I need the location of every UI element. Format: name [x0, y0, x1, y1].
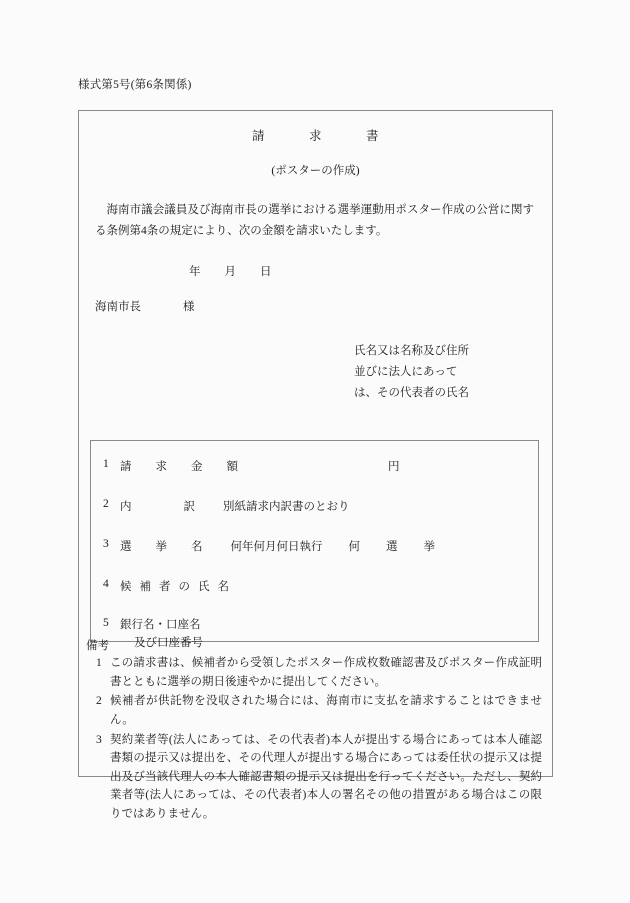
value-part: 選	[386, 541, 398, 553]
signature-line-3: は、その代表者の氏名	[354, 387, 469, 400]
item-label	[120, 498, 195, 514]
item-number: 1	[103, 458, 109, 470]
title-char-3: 書	[366, 129, 380, 143]
list-item	[86, 692, 542, 729]
signature-block	[354, 341, 552, 405]
date-day-label: 日	[260, 265, 272, 278]
table-row	[91, 538, 538, 554]
label-part: の	[178, 581, 190, 593]
list-item	[86, 654, 542, 691]
signature-line-2: 並びに法人にあって	[354, 365, 458, 378]
label-part: 補	[139, 581, 151, 593]
label-line-1: 銀行名・口座名	[120, 619, 201, 631]
label-part: 訳	[183, 501, 195, 513]
item-number: 4	[103, 578, 109, 590]
item-value	[231, 538, 436, 554]
form-number: 様式第5号(第6条関係)	[78, 79, 192, 91]
item-number: 2	[103, 498, 109, 510]
label-part: 候	[120, 581, 132, 593]
remark-number: 3	[96, 733, 102, 746]
label-part: 額	[226, 461, 238, 473]
value-part: 何	[348, 541, 360, 553]
page-subtitle: (ポスターの作成)	[271, 165, 360, 177]
page-title	[79, 126, 552, 144]
item-label	[120, 578, 229, 594]
title-char-2: 求	[308, 129, 322, 143]
value-part: 何年何月何日執行	[230, 541, 323, 553]
label-part: 選	[120, 541, 132, 553]
label-part: 者	[159, 581, 171, 593]
date-year-label: 年	[189, 265, 201, 278]
label-part: 名	[217, 581, 229, 593]
addressee-line	[95, 298, 552, 314]
item-label	[120, 458, 238, 474]
label-part: 金	[191, 461, 203, 473]
remark-text: この請求書は、候補者から受領したポスター作成枚数確認書及びポスター作成証明書とともに選挙の期日後速やかに提出してください。	[110, 657, 542, 688]
label-part: 請	[120, 461, 132, 473]
table-row	[91, 498, 538, 514]
date-month-label: 月	[224, 265, 236, 278]
addressee-name: 海南市長	[95, 300, 141, 313]
label-part: 求	[155, 461, 167, 473]
value-part: 挙	[423, 541, 435, 553]
item-number: 3	[103, 538, 109, 550]
remarks-section	[79, 629, 552, 824]
remark-number: 1	[96, 657, 102, 669]
list-item	[86, 731, 542, 824]
remarks-list	[86, 654, 542, 824]
item-value: 別紙請求内訳書のとおり	[223, 501, 350, 513]
remark-number: 2	[96, 695, 102, 708]
addressee-honorific: 様	[183, 300, 195, 313]
remark-text: 契約業者等(法人にあっては、その代表者)本人が提出する場合にあっては本人確認書類の提示又は提出を、その代理人が提出する場合にあっては委任状の提示又は提出及び当該代理人の本人確認書類の提示又は提出を行ってください。ただし、契約業者等(法人にあっては、その代表者)本人の署名その他の措置がある場合はこの限りではありません。	[110, 733, 542, 820]
table-row	[91, 578, 538, 594]
label-part: 氏	[198, 581, 210, 593]
remarks-title: 備考	[86, 640, 109, 652]
item-label	[120, 538, 203, 554]
body-paragraph: 海南市議会議員及び海南市長の選挙における選挙運動用ポスター作成の公営に関する条例第4条の規定により、次の金額を請求いたします。	[95, 204, 534, 238]
label-part: 挙	[155, 541, 167, 553]
document-frame	[78, 110, 553, 820]
title-char-1: 請	[251, 129, 265, 143]
table-row	[91, 458, 538, 474]
label-part: 名	[191, 541, 203, 553]
item-unit-yen: 円	[388, 461, 400, 473]
remark-text: 候補者が供託物を没収された場合には、海南市に支払を請求することはできません。	[110, 695, 542, 726]
label-line-2: 及び口座番号	[134, 636, 203, 649]
label-part: 内	[120, 501, 132, 513]
date-line	[189, 263, 552, 279]
item-number: 5	[103, 617, 109, 629]
signature-line-1: 氏名又は名称及び住所	[354, 344, 469, 357]
